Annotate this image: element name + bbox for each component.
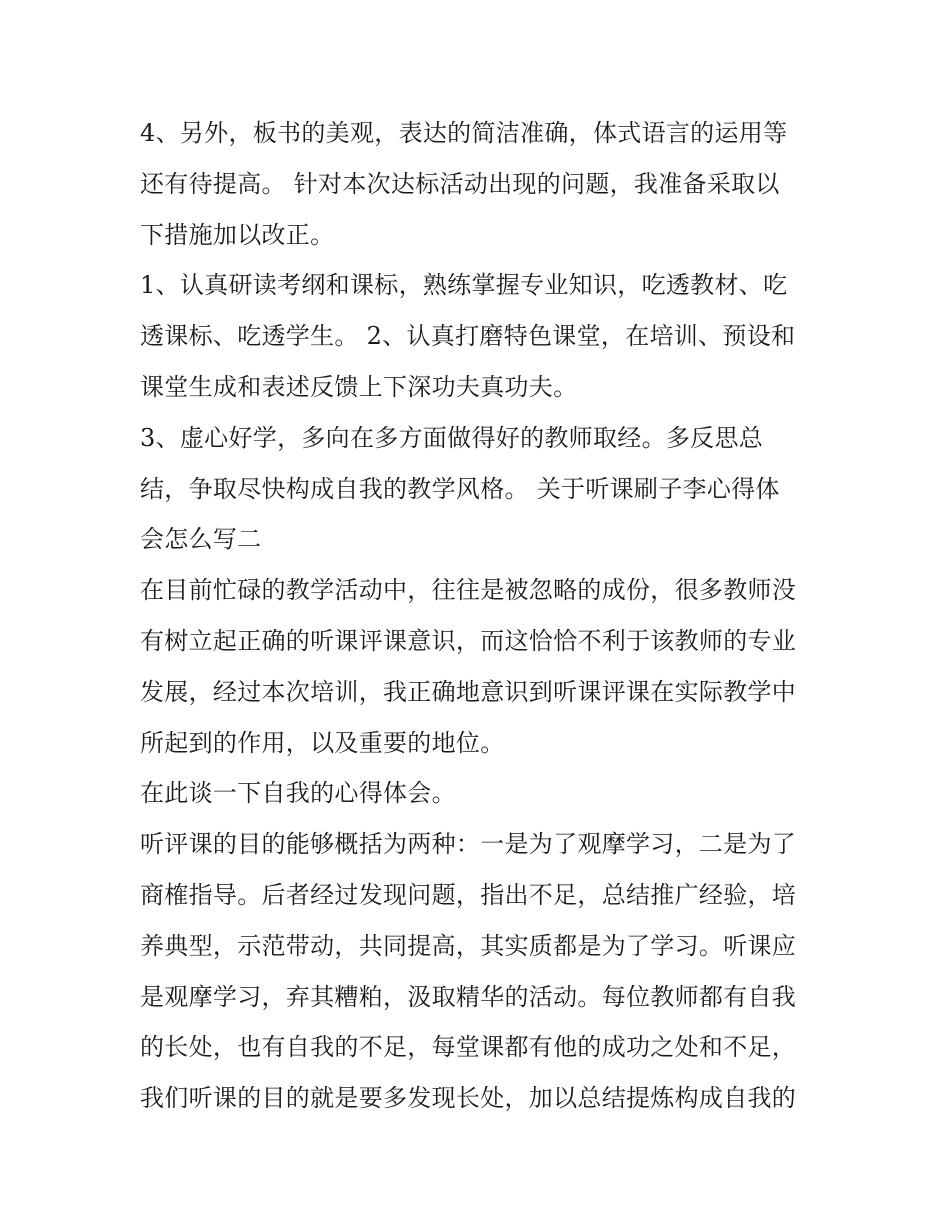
text-line: 结，争取尽快构成自我的教学风格。 关于听课刷子李心得体 bbox=[140, 474, 780, 503]
text-line: 在目前忙碌的教学活动中，往往是被忽略的成份，很多教师没 bbox=[140, 576, 797, 605]
document-body bbox=[140, 108, 820, 1124]
text-line: 的长处，也有自我的不足，每堂课都有他的成功之处和不足， bbox=[140, 1033, 797, 1062]
text-line: 有树立起正确的听课评课意识，而这恰恰不利于该教师的专业 bbox=[140, 626, 797, 655]
text-line: 养典型，示范带动，共同提高，其实质都是为了学习。听课应 bbox=[140, 931, 797, 960]
text-line: 是观摩学习，弃其糟粕，汲取精华的活动。每位教师都有自我 bbox=[140, 982, 797, 1011]
text-line: 我们听课的目的就是要多发现长处，加以总结提炼构成自我的 bbox=[140, 1084, 797, 1113]
text-line: 在此谈一下自我的心得体会。 bbox=[140, 779, 456, 808]
text-line: 透课标、吃透学生。 2、认真打磨特色课堂，在培训、预设和 bbox=[140, 322, 796, 351]
text-line: 3、虚心好学，多向在多方面做得好的教师取经。多反思总 bbox=[140, 423, 764, 452]
text-line: 所起到的作用，以及重要的地位。 bbox=[140, 728, 505, 757]
text-line: 4、另外，板书的美观，表达的简洁准确，体式语言的运用等 bbox=[140, 119, 788, 147]
text-line: 商榷指导。后者经过发现问题，指出不足，总结推广经验，培 bbox=[140, 880, 797, 909]
text-line: 会怎么写二 bbox=[140, 525, 262, 554]
text-line: 发展，经过本次培训，我正确地意识到听课评课在实际教学中 bbox=[140, 677, 797, 706]
text-line: 下措施加以改正。 bbox=[140, 220, 335, 249]
text-line: 课堂生成和表述反馈上下深功夫真功夫。 bbox=[140, 372, 578, 401]
text-line: 听评课的目的能够概括为两种：一是为了观摩学习，二是为了 bbox=[140, 830, 797, 859]
text-line: 还有待提高。 针对本次达标活动出现的问题，我准备采取以 bbox=[140, 169, 780, 198]
text-line: 1、认真研读考纲和课标，熟练掌握专业知识，吃透教材、吃 bbox=[140, 271, 788, 300]
